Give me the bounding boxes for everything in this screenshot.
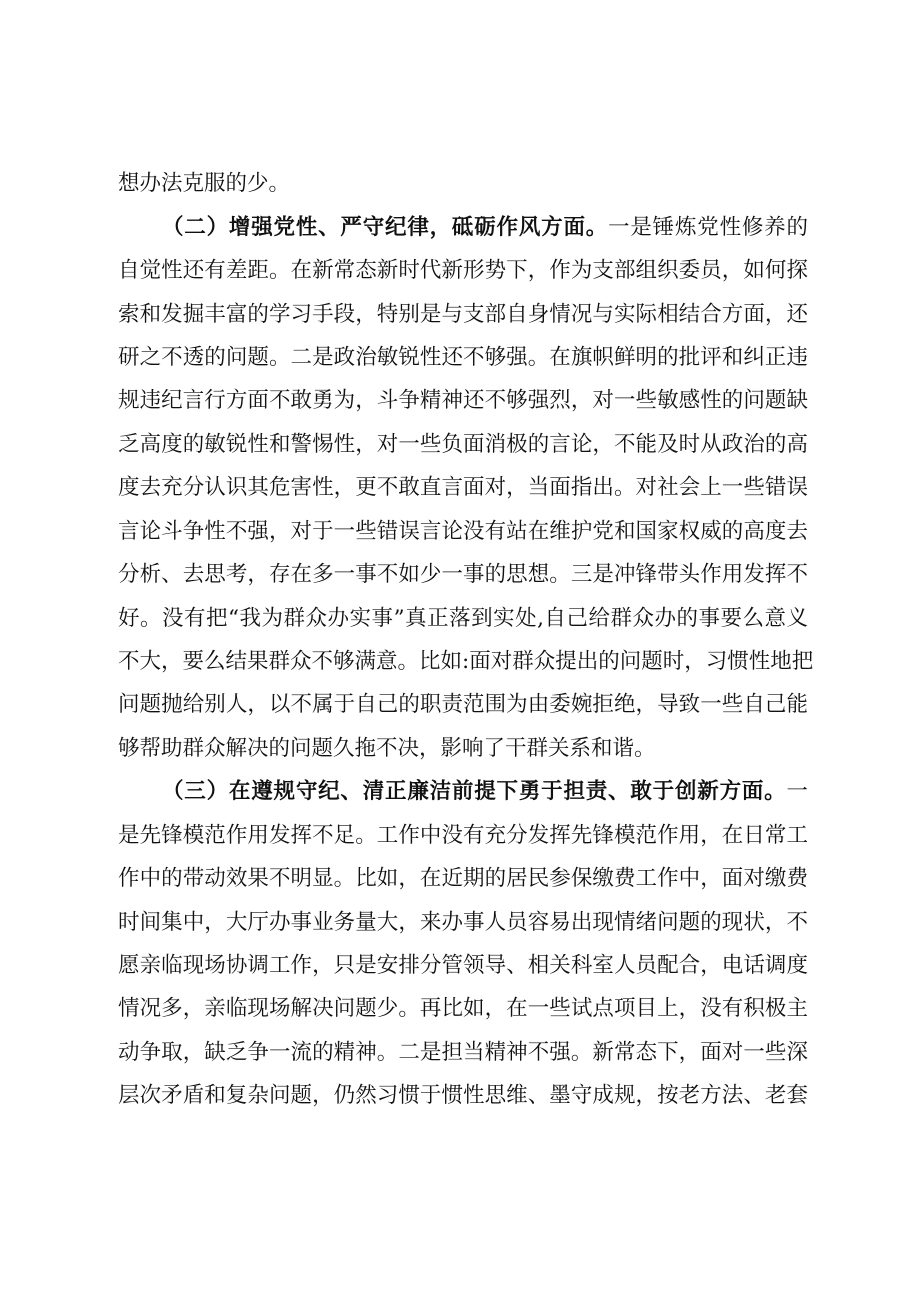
- paragraph-line: [118, 951, 808, 981]
- line-text: 想办法克服的少。: [118, 171, 291, 196]
- paragraph-line: [118, 430, 808, 460]
- line-text: 够帮助群众解决的问题久拖不决，影响了干群关系和谐。: [118, 736, 656, 761]
- line-text: 度去充分认识其危害性，更不敢直言面对，当面指出。对社会上一些错误: [118, 475, 808, 500]
- line-text: 层次矛盾和复杂问题，仍然习惯于惯性思维、墨守成规，按老方法、老套: [118, 1083, 808, 1108]
- line-text: 一是锤炼党性修养的: [608, 215, 808, 240]
- line-text: 时间集中，大厅办事业务量大，来办事人员容易出现情绪问题的现状，不: [118, 910, 808, 935]
- line-text: 自觉性还有差距。在新常态新时代新形势下，作为支部组织委员，如何探: [118, 258, 808, 283]
- paragraph-line: [118, 690, 808, 720]
- paragraph-line: [118, 473, 808, 503]
- paragraph-line: [118, 908, 808, 938]
- paragraph-line: [118, 821, 808, 851]
- line-text: 分析、去思考，存在多一事不如少一事的思想。三是冲锋带头作用发挥不: [118, 562, 808, 587]
- paragraph-line: [118, 1038, 808, 1068]
- line-text: 好。没有把“我为群众办实事”真正落到实处,自己给群众办的事要么意义: [118, 606, 808, 631]
- line-text: 愿亲临现场协调工作，只是安排分管领导、相关科室人员配合，电话调度: [118, 953, 808, 978]
- line-text: 动争取，缺乏争一流的精神。二是担当精神不强。新常态下，面对一些深: [118, 1040, 808, 1065]
- paragraph-line: [118, 1081, 808, 1111]
- line-text: 一: [786, 779, 808, 804]
- paragraph-line: [118, 560, 808, 590]
- paragraph-line: [118, 517, 808, 547]
- line-text: 索和发掘丰富的学习手段，特别是与支部自身情况与实际相结合方面，还: [118, 302, 808, 327]
- paragraph-line: [118, 647, 814, 677]
- line-text: 研之不透的问题。二是政治敏锐性还不够强。在旗帜鲜明的批评和纠正违: [118, 345, 808, 370]
- line-text: 乏高度的敏锐性和警惕性，对一些负面消极的言论，不能及时从政治的高: [118, 432, 808, 457]
- line-text: 问题抛给别人，以不属于自己的职责范围为由委婉拒绝，导致一些自己能: [118, 692, 808, 717]
- line-text: 是先锋模范作用发挥不足。工作中没有充分发挥先锋模范作用，在日常工: [118, 823, 808, 848]
- paragraph-line: [118, 343, 808, 373]
- section-heading-line: [162, 777, 808, 807]
- paragraph-line: [118, 300, 808, 330]
- line-text: 规违纪言行方面不敢勇为，斗争精神还不够强烈，对一些敏感性的问题缺: [118, 388, 808, 413]
- paragraph-line: [118, 386, 808, 416]
- paragraph-line: [118, 256, 808, 286]
- line-text: 言论斗争性不强，对于一些错误言论没有站在维护党和国家权威的高度去: [118, 519, 808, 544]
- section-heading: （三）在遵规守纪、清正廉洁前提下勇于担责、敢于创新方面。: [162, 779, 787, 804]
- paragraph-line: [118, 734, 808, 764]
- section-heading-line: [162, 213, 808, 243]
- line-text: 情况多，亲临现场解决问题少。再比如，在一些试点项目上，没有积极主: [118, 996, 808, 1021]
- paragraph-line: [118, 604, 808, 634]
- line-text: 不大，要么结果群众不够满意。比如:面对群众提出的问题时，习惯性地把: [118, 649, 814, 674]
- line-text: 作中的带动效果不明显。比如，在近期的居民参保缴费工作中，面对缴费: [118, 866, 808, 891]
- paragraph-line: [118, 169, 808, 199]
- paragraph-line: [118, 994, 808, 1024]
- paragraph-line: [118, 864, 808, 894]
- section-heading: （二）增强党性、严守纪律，砥砺作风方面。: [162, 215, 609, 240]
